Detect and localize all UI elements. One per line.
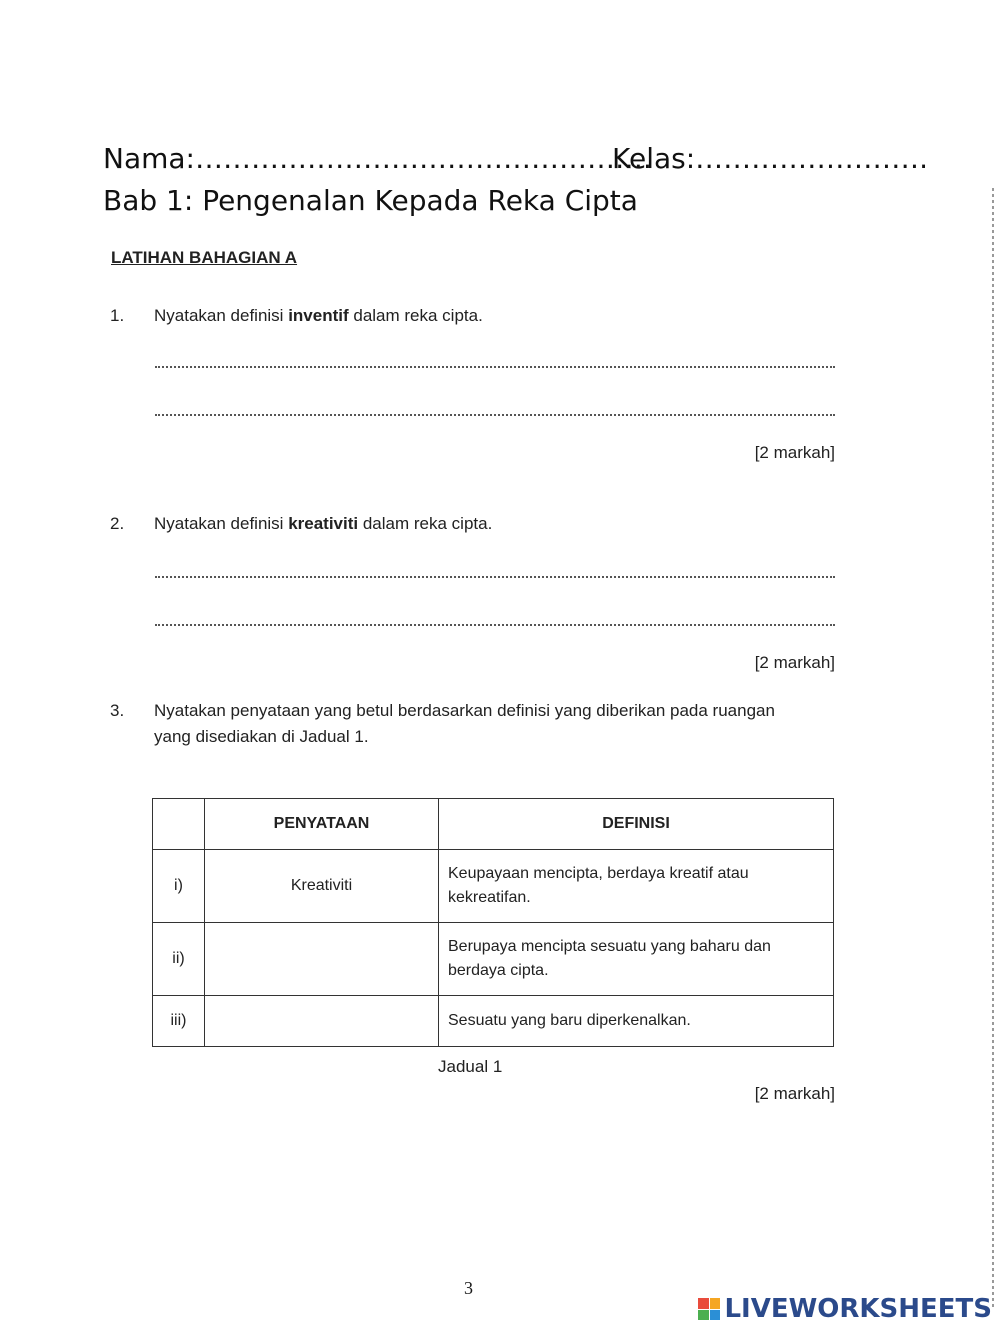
penyataan-cell: Kreativiti: [205, 850, 439, 923]
question-2-number: 2.: [110, 514, 125, 533]
table-header-definisi: DEFINISI: [439, 799, 834, 850]
section-title: LATIHAN BAHAGIAN A: [111, 248, 298, 267]
definition-table: [152, 798, 834, 1047]
page-number: 3: [464, 1278, 473, 1298]
penyataan-answer-cell[interactable]: [205, 996, 439, 1047]
question-3-marks: [2 markah]: [754, 1084, 835, 1103]
question-3-number: 3.: [110, 701, 125, 720]
table-row: [153, 996, 834, 1047]
question-1-marks: [2 markah]: [754, 443, 835, 462]
liveworksheets-brand: [698, 1294, 992, 1324]
question-1-number: 1.: [110, 306, 125, 325]
nama-field-label: Nama:………………………………………….: [103, 142, 652, 175]
table-header-penyataan: PENYATAAN: [205, 799, 439, 850]
table-row: [153, 850, 834, 923]
question-2-answer-line-2[interactable]: [155, 624, 835, 626]
liveworksheets-logo-icon: [698, 1298, 720, 1320]
brand-text: LIVEWORKSHEETS: [724, 1294, 992, 1324]
definisi-cell: Keupayaan mencipta, berdaya kreatif atau kekreatifan.: [439, 850, 834, 923]
table-row: [153, 923, 834, 996]
row-number: ii): [153, 923, 205, 996]
row-number: iii): [153, 996, 205, 1047]
question-2-keyword: kreativiti: [288, 514, 359, 533]
question-1-answer-line-1[interactable]: [155, 366, 835, 368]
table-header-row: [153, 799, 834, 850]
question-2-answer-line-1[interactable]: [155, 576, 835, 578]
kelas-field-label: Kelas:…………………….: [612, 142, 929, 175]
table-header-number: [153, 799, 205, 850]
definisi-cell: Berupaya mencipta sesuatu yang baharu dan berdaya cipta.: [439, 923, 834, 996]
row-number: i): [153, 850, 205, 923]
chapter-title: Bab 1: Pengenalan Kepada Reka Cipta: [103, 184, 638, 217]
question-1-text: Nyatakan definisi inventif dalam reka cipta.: [154, 306, 483, 325]
scan-edge-artifact: [992, 188, 994, 1308]
question-1-answer-line-2[interactable]: [155, 414, 835, 416]
penyataan-answer-cell[interactable]: [205, 923, 439, 996]
question-2-marks: [2 markah]: [754, 653, 835, 672]
question-3-text-line-1: Nyatakan penyataan yang betul berdasarkan definisi yang diberikan pada ruangan: [154, 701, 775, 720]
question-2-text: Nyatakan definisi kreativiti dalam reka cipta.: [154, 514, 493, 533]
table-caption: Jadual 1: [438, 1057, 503, 1076]
definisi-cell: Sesuatu yang baru diperkenalkan.: [439, 996, 834, 1047]
question-3-text-line-2: yang disediakan di Jadual 1.: [154, 727, 369, 746]
question-1-keyword: inventif: [288, 306, 349, 325]
